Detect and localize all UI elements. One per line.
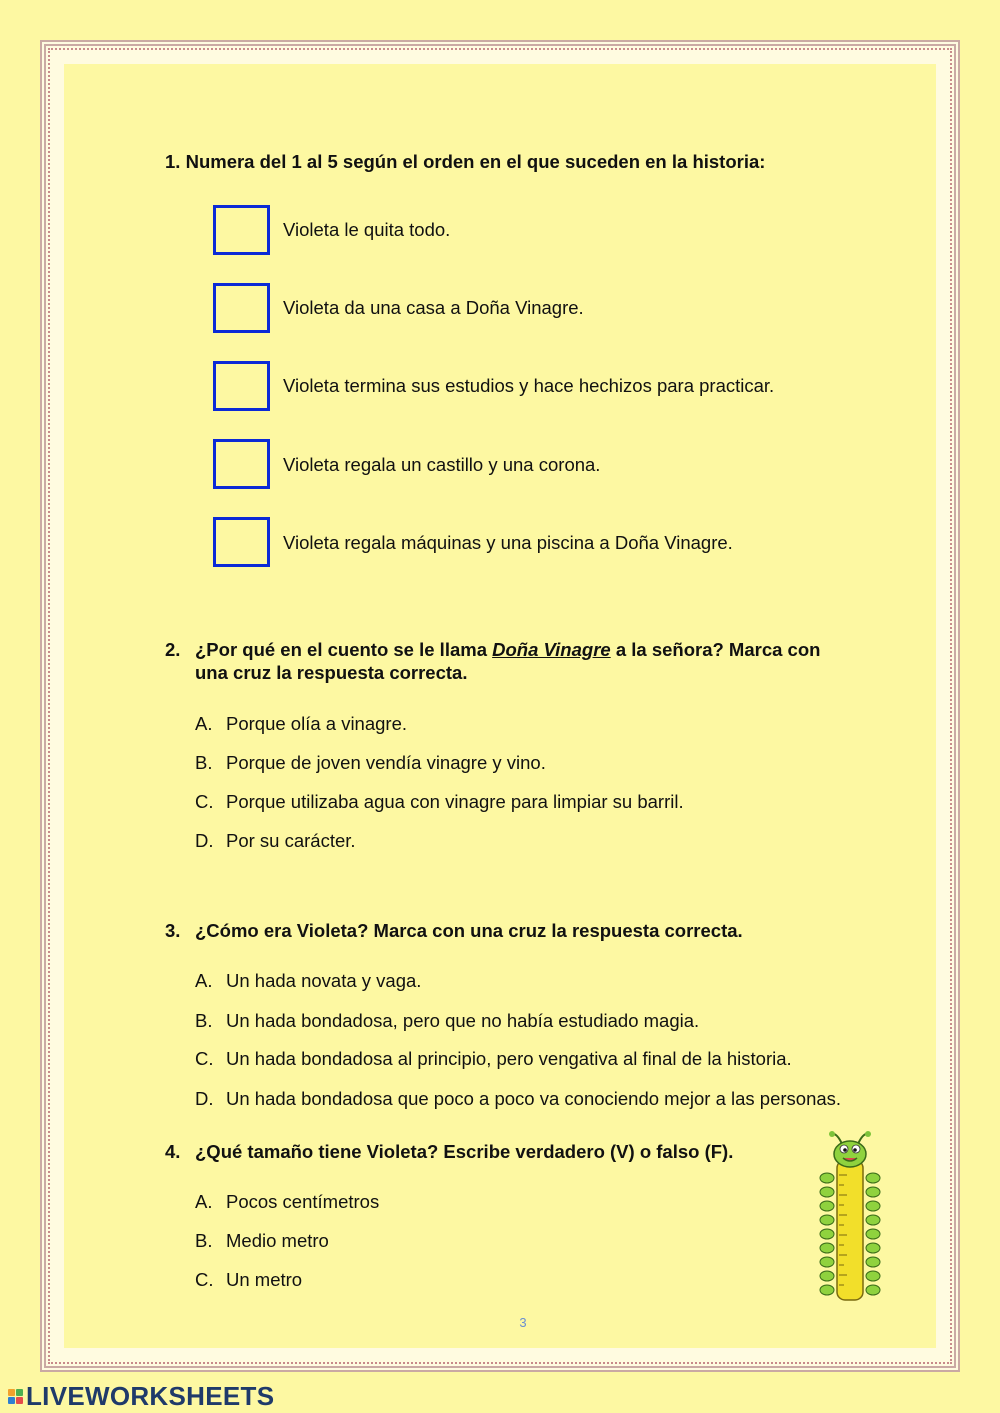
q1-answer-box-4[interactable] bbox=[213, 439, 270, 489]
q1-item-4: Violeta regala un castillo y una corona. bbox=[283, 454, 601, 475]
caterpillar-ruler-illustration bbox=[815, 1130, 885, 1306]
q2-title-text: ¿Por qué en el cuento se le llama Doña Vinagre a la señora? Marca con una cruz la respuesta correcta. bbox=[195, 639, 821, 683]
q2-title-emphasis: Doña Vinagre bbox=[492, 639, 611, 660]
q2-title bbox=[0, 638, 1000, 688]
q4-number: 4. bbox=[165, 1141, 181, 1162]
q1-item-1: Violeta le quita todo. bbox=[283, 219, 451, 240]
q1-title bbox=[165, 150, 765, 173]
q1-answer-box-3[interactable] bbox=[213, 361, 270, 411]
q3-title bbox=[0, 919, 1000, 943]
q1-answer-box-2[interactable] bbox=[213, 283, 270, 333]
q1-title-text: Numera del 1 al 5 según el orden en el que suceden en la historia: bbox=[185, 151, 766, 172]
q1-number: 1. bbox=[165, 151, 181, 172]
q2-number: 2. bbox=[165, 639, 181, 660]
q1-answer-box-1[interactable] bbox=[213, 205, 270, 255]
page-number: 3 bbox=[519, 1315, 527, 1330]
q1-answer-box-5[interactable] bbox=[213, 517, 270, 567]
q1-item-2: Violeta da una casa a Doña Vinagre. bbox=[283, 297, 584, 318]
q4-title-text: ¿Qué tamaño tiene Violeta? Escribe verdadero (V) o falso (F). bbox=[195, 1141, 734, 1162]
liveworksheets-logo[interactable] bbox=[8, 1382, 274, 1410]
q4-title bbox=[0, 1140, 800, 1164]
liveworksheets-logo-icon bbox=[8, 1389, 23, 1404]
q3-title-text: ¿Cómo era Violeta? Marca con una cruz la respuesta correcta. bbox=[195, 920, 743, 941]
q1-item-5: Violeta regala máquinas y una piscina a Doña Vinagre. bbox=[283, 532, 733, 553]
liveworksheets-logo-text: LIVEWORKSHEETS bbox=[26, 1380, 275, 1411]
q1-item-3: Violeta termina sus estudios y hace hechizos para practicar. bbox=[283, 375, 775, 396]
q3-number: 3. bbox=[165, 920, 181, 941]
